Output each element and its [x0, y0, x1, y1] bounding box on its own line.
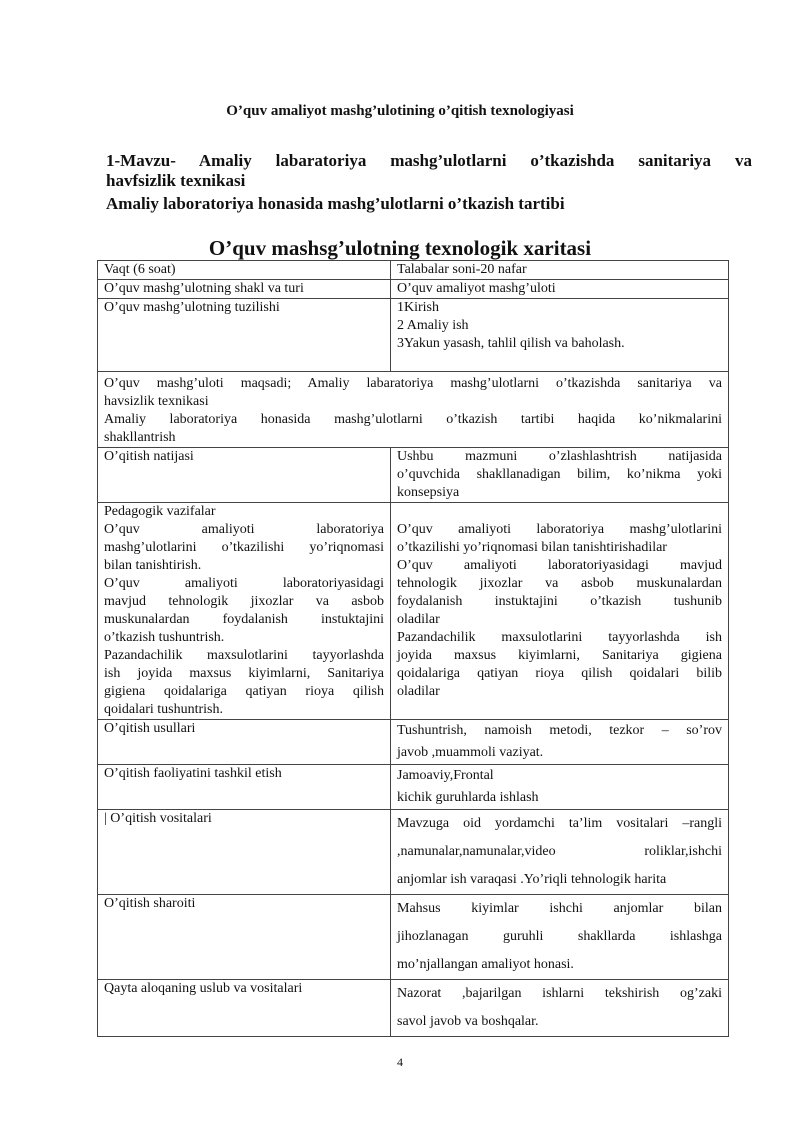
- table-row: [98, 503, 729, 720]
- organization-line: Jamoaviy,Frontal: [397, 768, 494, 783]
- tasks-line: muskunalardan foydalanish instuktajini: [104, 612, 384, 627]
- row-label: O’quv mashg’ulotning shakl va turi: [98, 280, 391, 299]
- page-header: O’quv amaliyot mashg’ulotining o’qitish texnologiyasi: [226, 103, 574, 119]
- goal-line: O’quv mashg’uloti maqsadi; Amaliy labaratoriya mashg’ulotlarni o’tkazishda sanitariya va: [104, 376, 722, 391]
- row-value: Talabalar soni-20 nafar: [391, 261, 729, 280]
- row-label: O’qitish sharoiti: [98, 895, 391, 980]
- goal-cell: [98, 372, 729, 448]
- tasks-line: qoidalari tushuntrish.: [104, 702, 223, 717]
- table-row: [98, 280, 729, 299]
- feedback-line: Nazorat ,bajarilgan ishlarni tekshirish og’zaki: [397, 986, 722, 1001]
- outcome-line: oladilar: [397, 612, 440, 627]
- table-row: [98, 810, 729, 895]
- tasks-line: bilan tanishtirish.: [104, 558, 202, 573]
- row-label: O’qitish natijasi: [98, 448, 391, 503]
- row-value: [391, 448, 729, 503]
- row-value: [391, 980, 729, 1037]
- tools-line: anjomlar ish varaqasi .Yo’riqli tehnologik harita: [397, 872, 667, 887]
- structure-item: 2 Amaliy ish: [397, 318, 469, 333]
- structure-item: 3Yakun yasash, tahlil qilish va baholash.: [397, 336, 625, 351]
- row-label: | O’qitish vositalari: [98, 810, 391, 895]
- structure-item: 1Kirish: [397, 300, 439, 315]
- goal-line: shakllantrish: [104, 430, 176, 445]
- table-row: [98, 372, 729, 448]
- row-label: O’quv mashg’ulotning tuzilishi: [98, 299, 391, 372]
- outcome-line: qoidalariga qatiyan rioya qilish qoidalari bilib: [397, 666, 722, 681]
- goal-line: Amaliy laboratoriya honasida mashg’ulotlarni o’tkazish tartibi haqida ko’nikmalarini: [104, 412, 722, 427]
- tasks-line: ish joyida maxsus kiyimlarni, Sanitariya: [104, 666, 384, 681]
- technology-map-title: O’quv mashsg’ulotning texnologik xaritasi: [208, 236, 592, 260]
- tasks-line: gigiena qoidalariga qatiyan rioya qilish: [104, 684, 384, 699]
- row-value: [391, 299, 729, 372]
- row-value: [391, 810, 729, 895]
- organization-line: kichik guruhlarda ishlash: [397, 790, 539, 805]
- methods-line: javob ,muammoli vaziyat.: [397, 745, 544, 760]
- outcome-line: Pazandachilik maxsulotlarini tayyorlashda ish: [397, 630, 722, 645]
- row-label: O’qitish faoliyatini tashkil etish: [98, 765, 391, 810]
- outcome-line: tehnologik jixozlar va asbob muskunalardan: [397, 576, 722, 591]
- tasks-line: O’quv amaliyoti laboratoriya: [104, 522, 384, 537]
- result-line: konsepsiya: [397, 485, 460, 500]
- outcome-line: joyida maxsus kiyimlarni, Sanitariya gigiena: [397, 648, 722, 663]
- result-line: Ushbu mazmuni o’zlashlashtrish natijasida: [397, 449, 722, 464]
- topic-title-line: havfsizlik texnikasi: [106, 171, 246, 190]
- outcome-line: o’tkazilishi yo’riqnomasi bilan tanishtirishadilar: [397, 540, 667, 555]
- tasks-line: mavjud tehnologik jixozlar va asbob: [104, 594, 384, 609]
- outcome-line: O’quv amaliyoti laboratoriyasidagi mavjud: [397, 558, 722, 573]
- row-value: [391, 895, 729, 980]
- conditions-line: Mahsus kiyimlar ishchi anjomlar bilan: [397, 901, 722, 916]
- topic-title-line: 1-Mavzu- Amaliy labaratoriya mashg’ulotlarni o’tkazishda sanitariya va: [106, 151, 752, 170]
- tasks-outcome-cell: [391, 503, 729, 720]
- topic-subtitle: Amaliy laboratoriya honasida mashg’ulotlarni o’tkazish tartibi: [106, 194, 565, 213]
- row-label: Qayta aloqaning uslub va vositalari: [98, 980, 391, 1037]
- conditions-line: jihozlanagan guruhli shakllarda ishlashga: [397, 929, 722, 944]
- tools-line: ,namunalar,namunalar,video roliklar,ishchi: [397, 844, 722, 859]
- tasks-line: o’tkazish tushuntrish.: [104, 630, 225, 645]
- methods-line: Tushuntrish, namoish metodi, tezkor – so’rov: [397, 723, 722, 738]
- technology-map-table: [97, 260, 729, 1037]
- topic-title: [106, 151, 752, 191]
- conditions-line: mo’njallangan amaliyot honasi.: [397, 957, 574, 972]
- page-number: 4: [397, 1055, 403, 1069]
- outcome-line: O’quv amaliyoti laboratoriya mashg’ulotlarini: [397, 522, 722, 537]
- pedagogical-tasks-cell: [98, 503, 391, 720]
- table-row: [98, 299, 729, 372]
- row-value: [391, 765, 729, 810]
- table-row: [98, 448, 729, 503]
- tasks-line: mashg’ulotlarini o’tkazilishi yo’riqnomasi: [104, 540, 384, 555]
- row-value: [391, 720, 729, 765]
- feedback-line: savol javob va boshqalar.: [397, 1014, 539, 1029]
- tasks-line: Pazandachilik maxsulotlarini tayyorlashda: [104, 648, 384, 663]
- outcome-line: oladilar: [397, 684, 440, 699]
- tasks-line: Pedagogik vazifalar: [104, 504, 216, 519]
- goal-line: havsizlik texnikasi: [104, 394, 209, 409]
- row-label: Vaqt (6 soat): [98, 261, 391, 280]
- outcome-line: foydalanish instuktajini o’tkazish tushunib: [397, 594, 722, 609]
- table-row: [98, 765, 729, 810]
- row-value: O’quv amaliyot mashg’uloti: [391, 280, 729, 299]
- table-row: [98, 895, 729, 980]
- table-row: [98, 980, 729, 1037]
- tasks-line: O’quv amaliyoti laboratoriyasidagi: [104, 576, 384, 591]
- table-row: [98, 720, 729, 765]
- table-row: [98, 261, 729, 280]
- result-line: o’quvchida shakllanadigan bilim, ko’nikma yoki: [397, 467, 722, 482]
- tools-line: Mavzuga oid yordamchi ta’lim vositalari –rangli: [397, 816, 722, 831]
- row-label: O’qitish usullari: [98, 720, 391, 765]
